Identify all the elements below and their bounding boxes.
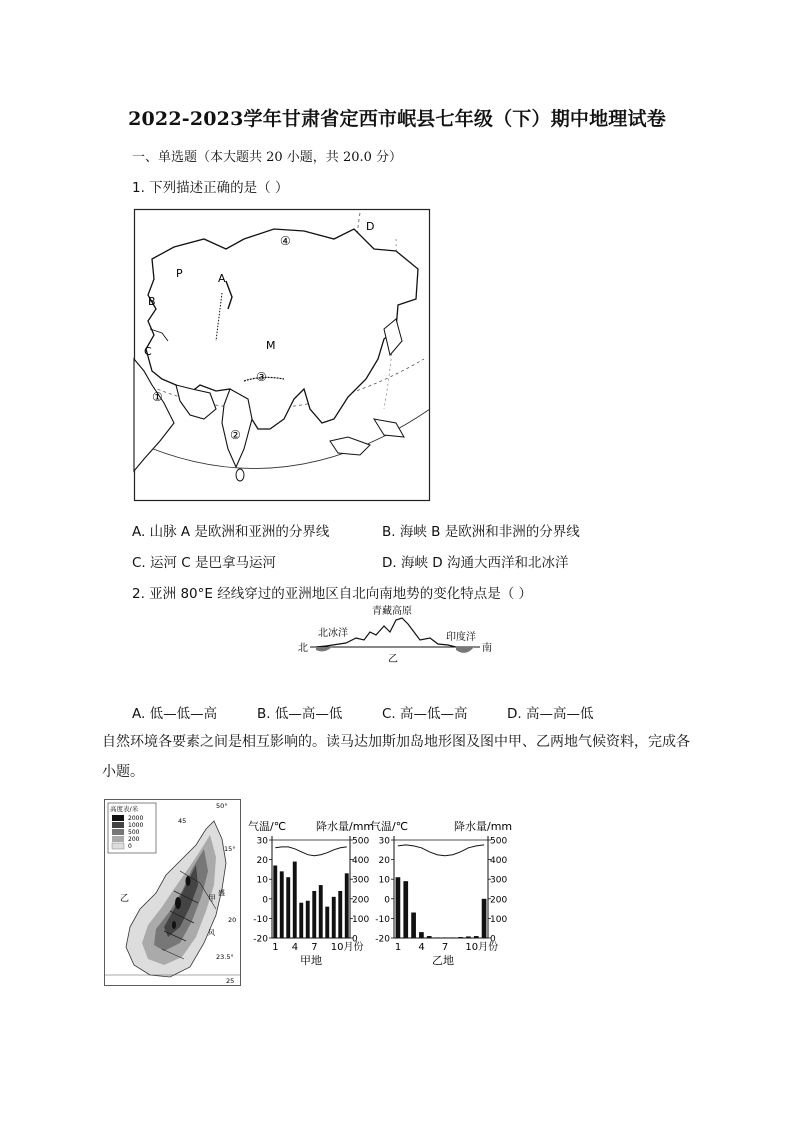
- precip-bar-3: [411, 913, 416, 938]
- precip-bar-11: [338, 891, 342, 938]
- profile-label-arctic: 北冰洋: [318, 628, 348, 639]
- wind-char-1: 盛: [218, 889, 225, 897]
- precip-bar-9: [458, 937, 463, 938]
- month-tick-label: 1: [394, 942, 402, 953]
- temp-tick-label: 10: [256, 875, 268, 886]
- precip-tick-label: 300: [352, 875, 370, 886]
- precip-tick-label: 200: [352, 895, 370, 906]
- indian-sea-fill: [456, 647, 474, 653]
- q1-option-c[interactable]: C. 运河 C 是巴拿马运河: [132, 555, 277, 571]
- profile-label-plateau: 青藏高原: [372, 606, 412, 617]
- map-label-b: B: [148, 295, 156, 308]
- legend-swatch-200: [112, 836, 124, 842]
- precip-bar-2: [280, 871, 284, 938]
- precip-bar-10: [466, 936, 471, 938]
- precip-bar-8: [319, 885, 323, 938]
- passage-line-2: 小题。: [102, 764, 144, 780]
- precip-bar-9: [325, 907, 329, 938]
- precip-bar-5: [299, 903, 303, 938]
- map-label-a: A: [218, 272, 226, 285]
- profile-label-north: 北: [298, 643, 308, 654]
- precip-bar-8: [450, 937, 455, 938]
- peak-2: [186, 876, 191, 886]
- temp-tick-label: -10: [253, 914, 268, 925]
- temp-tick-label: 20: [256, 856, 268, 867]
- q2-option-a[interactable]: A. 低—低—高: [132, 706, 218, 722]
- precip-tick-label: 100: [490, 914, 508, 925]
- label-yi: 乙: [120, 894, 130, 904]
- madagascar-map: [104, 799, 242, 987]
- ylabel-temp: 气温/℃: [370, 820, 409, 833]
- legend-swatch-1000: [112, 822, 124, 828]
- ylabel-temp: 气温/℃: [248, 820, 287, 833]
- section-heading: 一、单选题（本大题共 20 小题，共 20.0 分）: [132, 150, 403, 165]
- legend-value-2000: 2000: [128, 815, 144, 822]
- precip-tick-label: 400: [490, 856, 508, 867]
- lat-top: 50°: [216, 802, 228, 810]
- map-label-c: C: [144, 345, 152, 358]
- temp-tick-label: -20: [253, 934, 268, 945]
- month-tick-label: 7: [441, 942, 449, 953]
- temp-tick-label: 10: [378, 875, 390, 886]
- map-label-circle3: ③: [256, 370, 267, 384]
- climate-chart-jia: [246, 808, 375, 970]
- temp-tick-label: 20: [378, 856, 390, 867]
- wind-char-2: 风: [208, 929, 215, 937]
- precip-bar-7: [443, 937, 448, 938]
- precip-tick-label: 100: [352, 914, 370, 925]
- temp-tick-label: -10: [375, 914, 390, 925]
- q1-option-a[interactable]: A. 山脉 A 是欧洲和亚洲的分界线: [132, 524, 330, 540]
- chart-title: 甲地: [300, 954, 322, 967]
- month-tick-label: 7: [311, 942, 318, 953]
- map-label-p: P: [176, 267, 183, 280]
- profile-label-indian: 印度洋: [446, 632, 476, 643]
- month-tick-label: 1: [272, 942, 279, 953]
- legend-value-1000: 1000: [128, 822, 144, 829]
- precip-bar-11: [474, 936, 479, 938]
- month-tick-label: 10月份: [330, 942, 364, 953]
- legend-swatch-2000: [112, 815, 124, 821]
- precip-tick-label: 400: [352, 856, 370, 867]
- precip-bar-1: [396, 877, 401, 938]
- lat-15: 15°: [224, 845, 236, 853]
- question-2-stem: 2. 亚洲 80°E 经线穿过的亚洲地区自北向南地势的变化特点是（ ）: [132, 586, 533, 602]
- legend-value-0: 0: [128, 843, 132, 850]
- legend-title: 高度表/米: [110, 805, 139, 813]
- precip-bar-1: [273, 865, 277, 938]
- q1-option-d[interactable]: D. 海峡 D 沟通大西洋和北冰洋: [382, 555, 569, 571]
- map-label-circle4: ④: [280, 234, 291, 248]
- lat-25: 25: [226, 977, 235, 985]
- precip-tick-label: 500: [352, 836, 370, 847]
- lat-20: 20: [228, 916, 237, 924]
- precip-bar-6: [435, 937, 440, 938]
- temperature-curve: [275, 847, 347, 856]
- passage-line-1: 自然环境各要素之间是相互影响的。读马达加斯加岛地形图及图中甲、乙两地气候资料，完成各: [102, 734, 690, 750]
- precip-tick-label: 0: [490, 934, 496, 945]
- ylabel-precip: 降水量/mm: [454, 820, 513, 833]
- q2-option-d[interactable]: D. 高—高—低: [507, 706, 594, 722]
- temperature-curve: [398, 845, 484, 856]
- precip-bar-5: [427, 936, 432, 938]
- map-label-circle1: ①: [152, 390, 163, 404]
- temp-tick-label: 0: [262, 895, 268, 906]
- label-jia: 甲: [208, 894, 216, 903]
- lon-45: 45: [178, 817, 187, 825]
- ylabel-precip: 降水量/mm: [316, 820, 375, 833]
- precip-bar-4: [419, 932, 424, 938]
- profile-label-south: 南: [482, 643, 492, 654]
- asia-map: [134, 209, 430, 501]
- terrain-profile: [296, 602, 500, 666]
- precip-tick-label: 200: [490, 895, 508, 906]
- legend-swatch-0: [112, 843, 124, 849]
- page-title: 2022-2023学年甘肃省定西市岷县七年级（下）期中地理试卷: [128, 108, 666, 130]
- q1-option-b[interactable]: B. 海峡 B 是欧洲和非洲的分界线: [382, 524, 580, 540]
- peak-3: [172, 921, 176, 929]
- precip-bar-3: [286, 877, 290, 938]
- month-tick-label: 10月份: [465, 942, 499, 953]
- sri-lanka: [236, 469, 244, 481]
- precip-bar-7: [312, 891, 316, 938]
- precip-tick-label: 0: [352, 934, 358, 945]
- precip-bar-12: [482, 899, 487, 938]
- q2-option-b[interactable]: B. 低—高—低: [257, 706, 343, 722]
- precip-bar-4: [293, 862, 297, 938]
- arctic-sea-fill: [316, 647, 332, 651]
- temp-tick-label: 30: [256, 836, 268, 847]
- precip-bar-12: [345, 873, 349, 938]
- peak-1: [175, 897, 181, 909]
- lat-23-5: 23.5°: [216, 953, 234, 961]
- temp-tick-label: 0: [384, 895, 390, 906]
- climate-chart-yi: [368, 808, 530, 970]
- precip-bar-6: [306, 901, 310, 938]
- temp-tick-label: 30: [378, 836, 390, 847]
- precip-bar-10: [332, 897, 336, 938]
- legend-value-500: 500: [128, 829, 140, 836]
- question-1-stem: 1. 下列描述正确的是（ ）: [132, 180, 289, 196]
- precip-tick-label: 300: [490, 875, 508, 886]
- map-label-d: D: [366, 220, 375, 233]
- precip-tick-label: 500: [490, 836, 508, 847]
- profile-label-yi: 乙: [388, 654, 398, 665]
- temp-tick-label: -20: [375, 934, 390, 945]
- legend-value-200: 200: [128, 836, 140, 843]
- map-label-m: M: [266, 339, 276, 352]
- map-label-circle2: ②: [230, 428, 241, 442]
- month-tick-label: 4: [291, 942, 299, 953]
- month-tick-label: 4: [418, 942, 425, 953]
- q2-option-c[interactable]: C. 高—低—高: [382, 706, 468, 722]
- chart-title: 乙地: [432, 954, 454, 967]
- legend-swatch-500: [112, 829, 124, 835]
- precip-bar-2: [403, 881, 408, 938]
